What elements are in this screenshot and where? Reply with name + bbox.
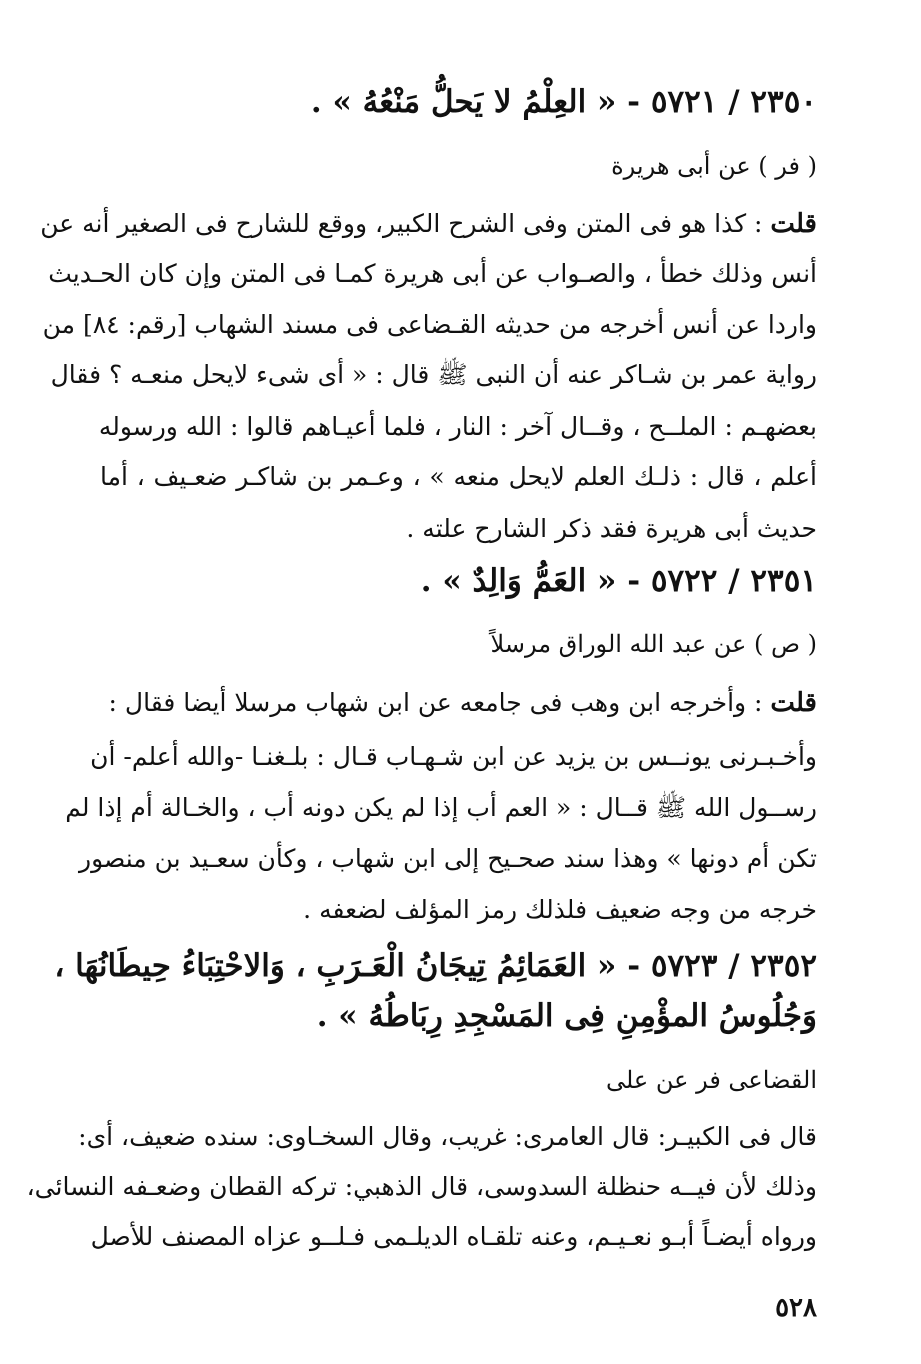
commentary-2352-line-2: وذلك لأن فيــه حنظلة السدوسى، قال الذهبي: تركه القطان وضعـفه النسائى، [26, 1172, 817, 1201]
commentary-text: : وأخرجه ابن وهب فى جامعه عن ابن شهاب مرسلا أيضا فقال : [108, 688, 763, 717]
hadith-2350-line-1: ٢٣٥٠ / ٥٧٢١ - « العِلْمُ لا يَحلُّ مَنْعُهُ » . [310, 84, 817, 120]
hadith-2352-line-1: ٢٣٥٢ / ٥٧٢٣ - « العَمَائِمُ تِيجَانُ الْعَـرَبِ ، وَالاحْتِبَاءُ حِيطَانُهَا ، [54, 948, 817, 984]
commentary-2352-line-3: ورواه أيضـاً أبـو نعـيـم، وعنه تلقـاه الديلـمى فـلــو عزاه المصنف للأصل [90, 1222, 817, 1251]
commentary-2351-line-3: رســول الله ﷺ قــال : « العم أب إذا لم يكن دونه أب ، والخـالة أم إذا لم [65, 793, 817, 822]
commentary-2350-line-2: أنس وذلك خطأ ، والصـواب عن أبى هريرة كمـا فى المتن وإن كان الحـديث [48, 259, 817, 288]
hadith-2352-line-2: وَجُلُوسُ المؤْمِنِ فِى المَسْجِدِ رِبَاطُهُ » . [316, 998, 817, 1034]
hadith-2351-line-1: ٢٣٥١ / ٥٧٢٢ - « العَمُّ وَالِدٌ » . [420, 563, 817, 599]
commentary-2350-line-6: أعلم ، قال : ذلـك العلم لايحل منعه » ، وعـمر بن شاكـر ضعـيف ، أما [100, 462, 817, 491]
commentary-text: : كذا هو فى المتن وفى الشرح الكبير، ووقع للشارح فى الصغير أنه عن [40, 209, 763, 238]
source-2351: ( ص ) عن عبد الله الوراق مرسلاً [490, 630, 817, 658]
commentary-lead: قلت [770, 688, 817, 718]
commentary-2351-line-1 [109, 685, 817, 721]
commentary-2351-line-4: تكن أم دونها » وهذا سند صحـيح إلى ابن شهاب ، وكأن سعـيد بن منصور [79, 844, 817, 873]
commentary-2350-line-4: رواية عمر بن شـاكر عنه أن النبى ﷺ قال : « أى شىء لايحل منعـه ؟ فقال [50, 360, 817, 389]
commentary-2351-line-5: خرجه من وجه ضعيف فلذلك رمز المؤلف لضعفه . [303, 895, 817, 924]
commentary-2350-line-1 [40, 206, 817, 242]
source-2352: القضاعى فر عن على [605, 1066, 817, 1094]
page-number: ٥٢٨ [775, 1293, 817, 1323]
commentary-lead: قلت [770, 209, 817, 239]
commentary-2352-line-1: قال فى الكبيـر: قال العامرى: غريب، وقال السخـاوى: سنده ضعيف، أى: [78, 1122, 817, 1151]
commentary-2351-line-2: وأخـبـرنى يونــس بن يزيد عن ابن شـهـاب قـال : بلـغنـا -والله أعلم- أن [90, 742, 817, 771]
source-2350: ( فر ) عن أبى هريرة [611, 152, 817, 180]
commentary-2350-line-7: حديث أبى هريرة فقد ذكر الشارح علته . [406, 514, 817, 543]
commentary-2350-line-3: واردا عن أنس أخرجه من حديثه القـضاعى فى مسند الشهاب [رقم: ٨٤] من [42, 310, 817, 339]
commentary-2350-line-5: بعضهـم : الملــح ، وقــال آخر : النار ، فلما أعيـاهم قالوا : الله ورسوله [98, 412, 817, 441]
